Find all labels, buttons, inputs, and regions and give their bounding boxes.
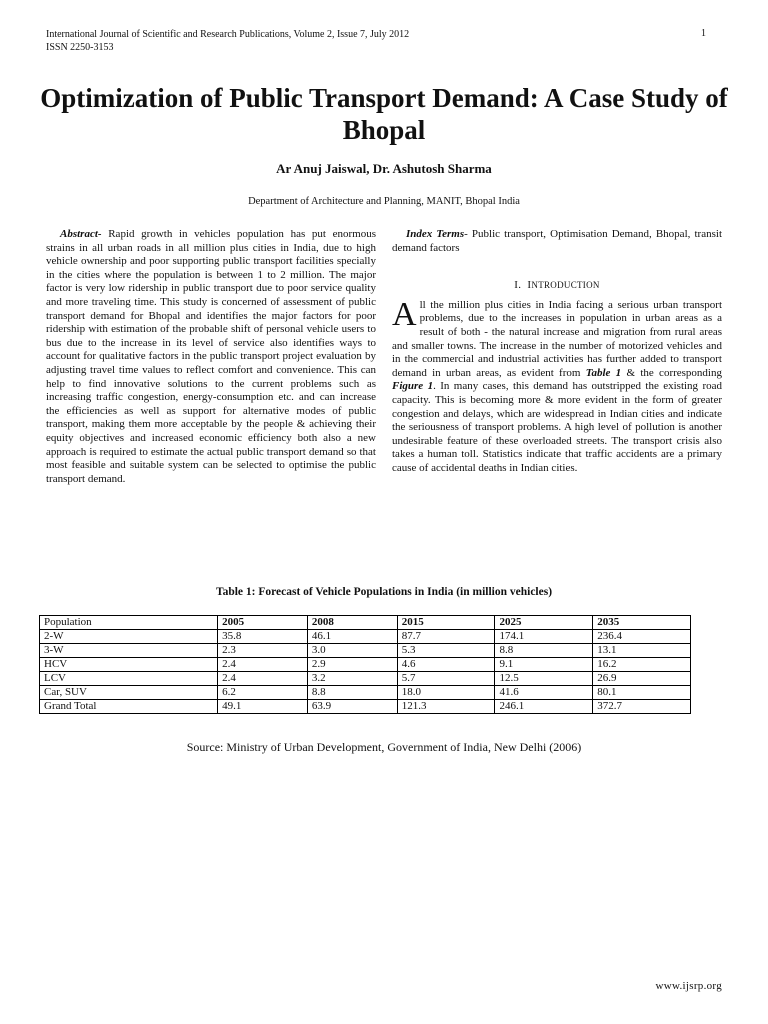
table-cell: 35.8 xyxy=(218,630,308,644)
table-cell: 26.9 xyxy=(593,672,691,686)
table-header-row xyxy=(40,616,691,630)
section-title-rest: NTRODUCTION xyxy=(531,280,600,291)
section-title-initial: I xyxy=(527,279,532,292)
intro-text-b: & the corresponding xyxy=(621,366,722,379)
index-terms-label: Index Terms xyxy=(406,228,465,240)
row-label: Grand Total xyxy=(40,700,218,714)
abstract-column xyxy=(46,228,376,486)
table-cell: 87.7 xyxy=(397,630,495,644)
paper-title: Optimization of Public Transport Demand: A Case Study of Bhopal xyxy=(40,83,728,145)
table-cell: 236.4 xyxy=(593,630,691,644)
index-terms-text: - Public transport, Optimisation Demand, Bhopal, transit demand factors xyxy=(392,228,722,254)
right-column xyxy=(392,228,722,476)
table-cell: 13.1 xyxy=(593,644,691,658)
table-cell: 8.8 xyxy=(307,686,397,700)
footer-website-link[interactable]: www.ijsrp.org xyxy=(655,980,722,992)
table-cell: 372.7 xyxy=(593,700,691,714)
table-cell: 4.6 xyxy=(397,658,495,672)
table-cell: 121.3 xyxy=(397,700,495,714)
header-cell: 2008 xyxy=(307,616,397,630)
table-cell: 16.2 xyxy=(593,658,691,672)
figure-reference-link: Figure 1 xyxy=(392,380,434,393)
table-reference-link: Table 1 xyxy=(585,366,622,379)
table-caption: Table 1: Forecast of Vehicle Populations in India (in million vehicles) xyxy=(215,586,553,598)
table-cell: 2.3 xyxy=(218,644,308,658)
table-row xyxy=(40,644,691,658)
table-cell: 2.4 xyxy=(218,672,308,686)
table-cell: 6.2 xyxy=(218,686,308,700)
running-header xyxy=(46,28,409,54)
table-row xyxy=(40,630,691,644)
row-label: 3-W xyxy=(40,644,218,658)
journal-line: International Journal of Scientific and Research Publications, Volume 2, Issue 7, July 2012 xyxy=(46,29,410,40)
drop-cap: A xyxy=(392,295,417,333)
table-row xyxy=(40,658,691,672)
row-label: HCV xyxy=(40,658,218,672)
abstract xyxy=(46,228,376,486)
table-cell: 41.6 xyxy=(495,686,593,700)
table-cell: 3.0 xyxy=(307,644,397,658)
intro-text-a: ll the million plus cities in India facing a serious urban transport problems, due to the increases in population in urban areas as a result of both - the natural increase and migration from rural areas and smaller towns. The increase in the number of motorized vehicles and in the commercial and industrial activities has further added to transport demand in urban areas, as evident from xyxy=(392,298,722,379)
table-cell: 80.1 xyxy=(593,686,691,700)
table-cell: 3.2 xyxy=(307,672,397,686)
table-cell: 18.0 xyxy=(397,686,495,700)
issn: ISSN 2250-3153 xyxy=(46,42,114,53)
table-row xyxy=(40,700,691,714)
table-cell: 2.9 xyxy=(307,658,397,672)
header-cell: 2035 xyxy=(593,616,691,630)
table-cell: 246.1 xyxy=(495,700,593,714)
abstract-label: Abstract- xyxy=(60,228,102,240)
table-cell: 46.1 xyxy=(307,630,397,644)
authors: Ar Anuj Jaiswal, Dr. Ashutosh Sharma xyxy=(276,161,492,176)
row-label: 2-W xyxy=(40,630,218,644)
intro-text-c: . In many cases, this demand has outstripped the existing road capacity. This is becoming more & more evident in the form of greater congestion and delays, which are widespread in Indian cities and indicate the seriousness of transport problems. A high level of pollution is another undesirable feature of these overloaded streets. The transport crisis also takes a human toll. Statistics indicate that traffic accidents are a primary cause of accidental deaths in Indian cities. xyxy=(392,380,722,474)
index-terms xyxy=(392,228,722,255)
table-cell: 5.3 xyxy=(397,644,495,658)
table-cell: 9.1 xyxy=(495,658,593,672)
abstract-text: Rapid growth in vehicles population has put enormous strains in all urban roads in all million plus cities in India, due to high vehicle ownership and poor supporting public transport facilities specially in the cities where the population is between 1 to 2 million. The major factor is very low ridership in public transport due to poor service quality and more traveling time. This study is concerned of assessment of public transport demand for Bhopal and identifies the major factors for poor ridership with estimation of the probable shift of personal vehicle users to bus due to the increase in its level of service also identifies ways to account for qualitative factors in the public transport project evaluation by adjusting travel time values to reflect comfort and convenience. This can help to find innovative solutions to the current problems such as increasing traffic congestion, energy-consumption etc. and can increase the efficiencies as well as support for alternative modes of public transport, making them more acceptable by the people & achieving their equity objectives and increased economic efficiency both also a new approach is required to estimate the actual public transport demand so that most feasible and suitable system can be selected to optimise the public transport demand. xyxy=(46,228,376,485)
header-cell: Population xyxy=(40,616,218,630)
header-cell: 2005 xyxy=(218,616,308,630)
section-heading-introduction xyxy=(392,279,722,293)
table-cell: 12.5 xyxy=(495,672,593,686)
affiliation: Department of Architecture and Planning, MANIT, Bhopal India xyxy=(248,196,520,207)
table-row xyxy=(40,686,691,700)
header-cell: 2015 xyxy=(397,616,495,630)
table-source: Source: Ministry of Urban Development, Government of India, New Delhi (2006) xyxy=(186,740,582,754)
row-label: LCV xyxy=(40,672,218,686)
row-label: Car, SUV xyxy=(40,686,218,700)
table-cell: 49.1 xyxy=(218,700,308,714)
table-cell: 5.7 xyxy=(397,672,495,686)
table-cell: 8.8 xyxy=(495,644,593,658)
header-cell: 2025 xyxy=(495,616,593,630)
section-number: I. xyxy=(514,279,522,292)
introduction-paragraph xyxy=(392,295,722,476)
table-row xyxy=(40,672,691,686)
vehicle-forecast-table xyxy=(39,615,691,714)
page-number: 1 xyxy=(701,28,706,39)
table-cell: 63.9 xyxy=(307,700,397,714)
table-cell: 174.1 xyxy=(495,630,593,644)
table-cell: 2.4 xyxy=(218,658,308,672)
